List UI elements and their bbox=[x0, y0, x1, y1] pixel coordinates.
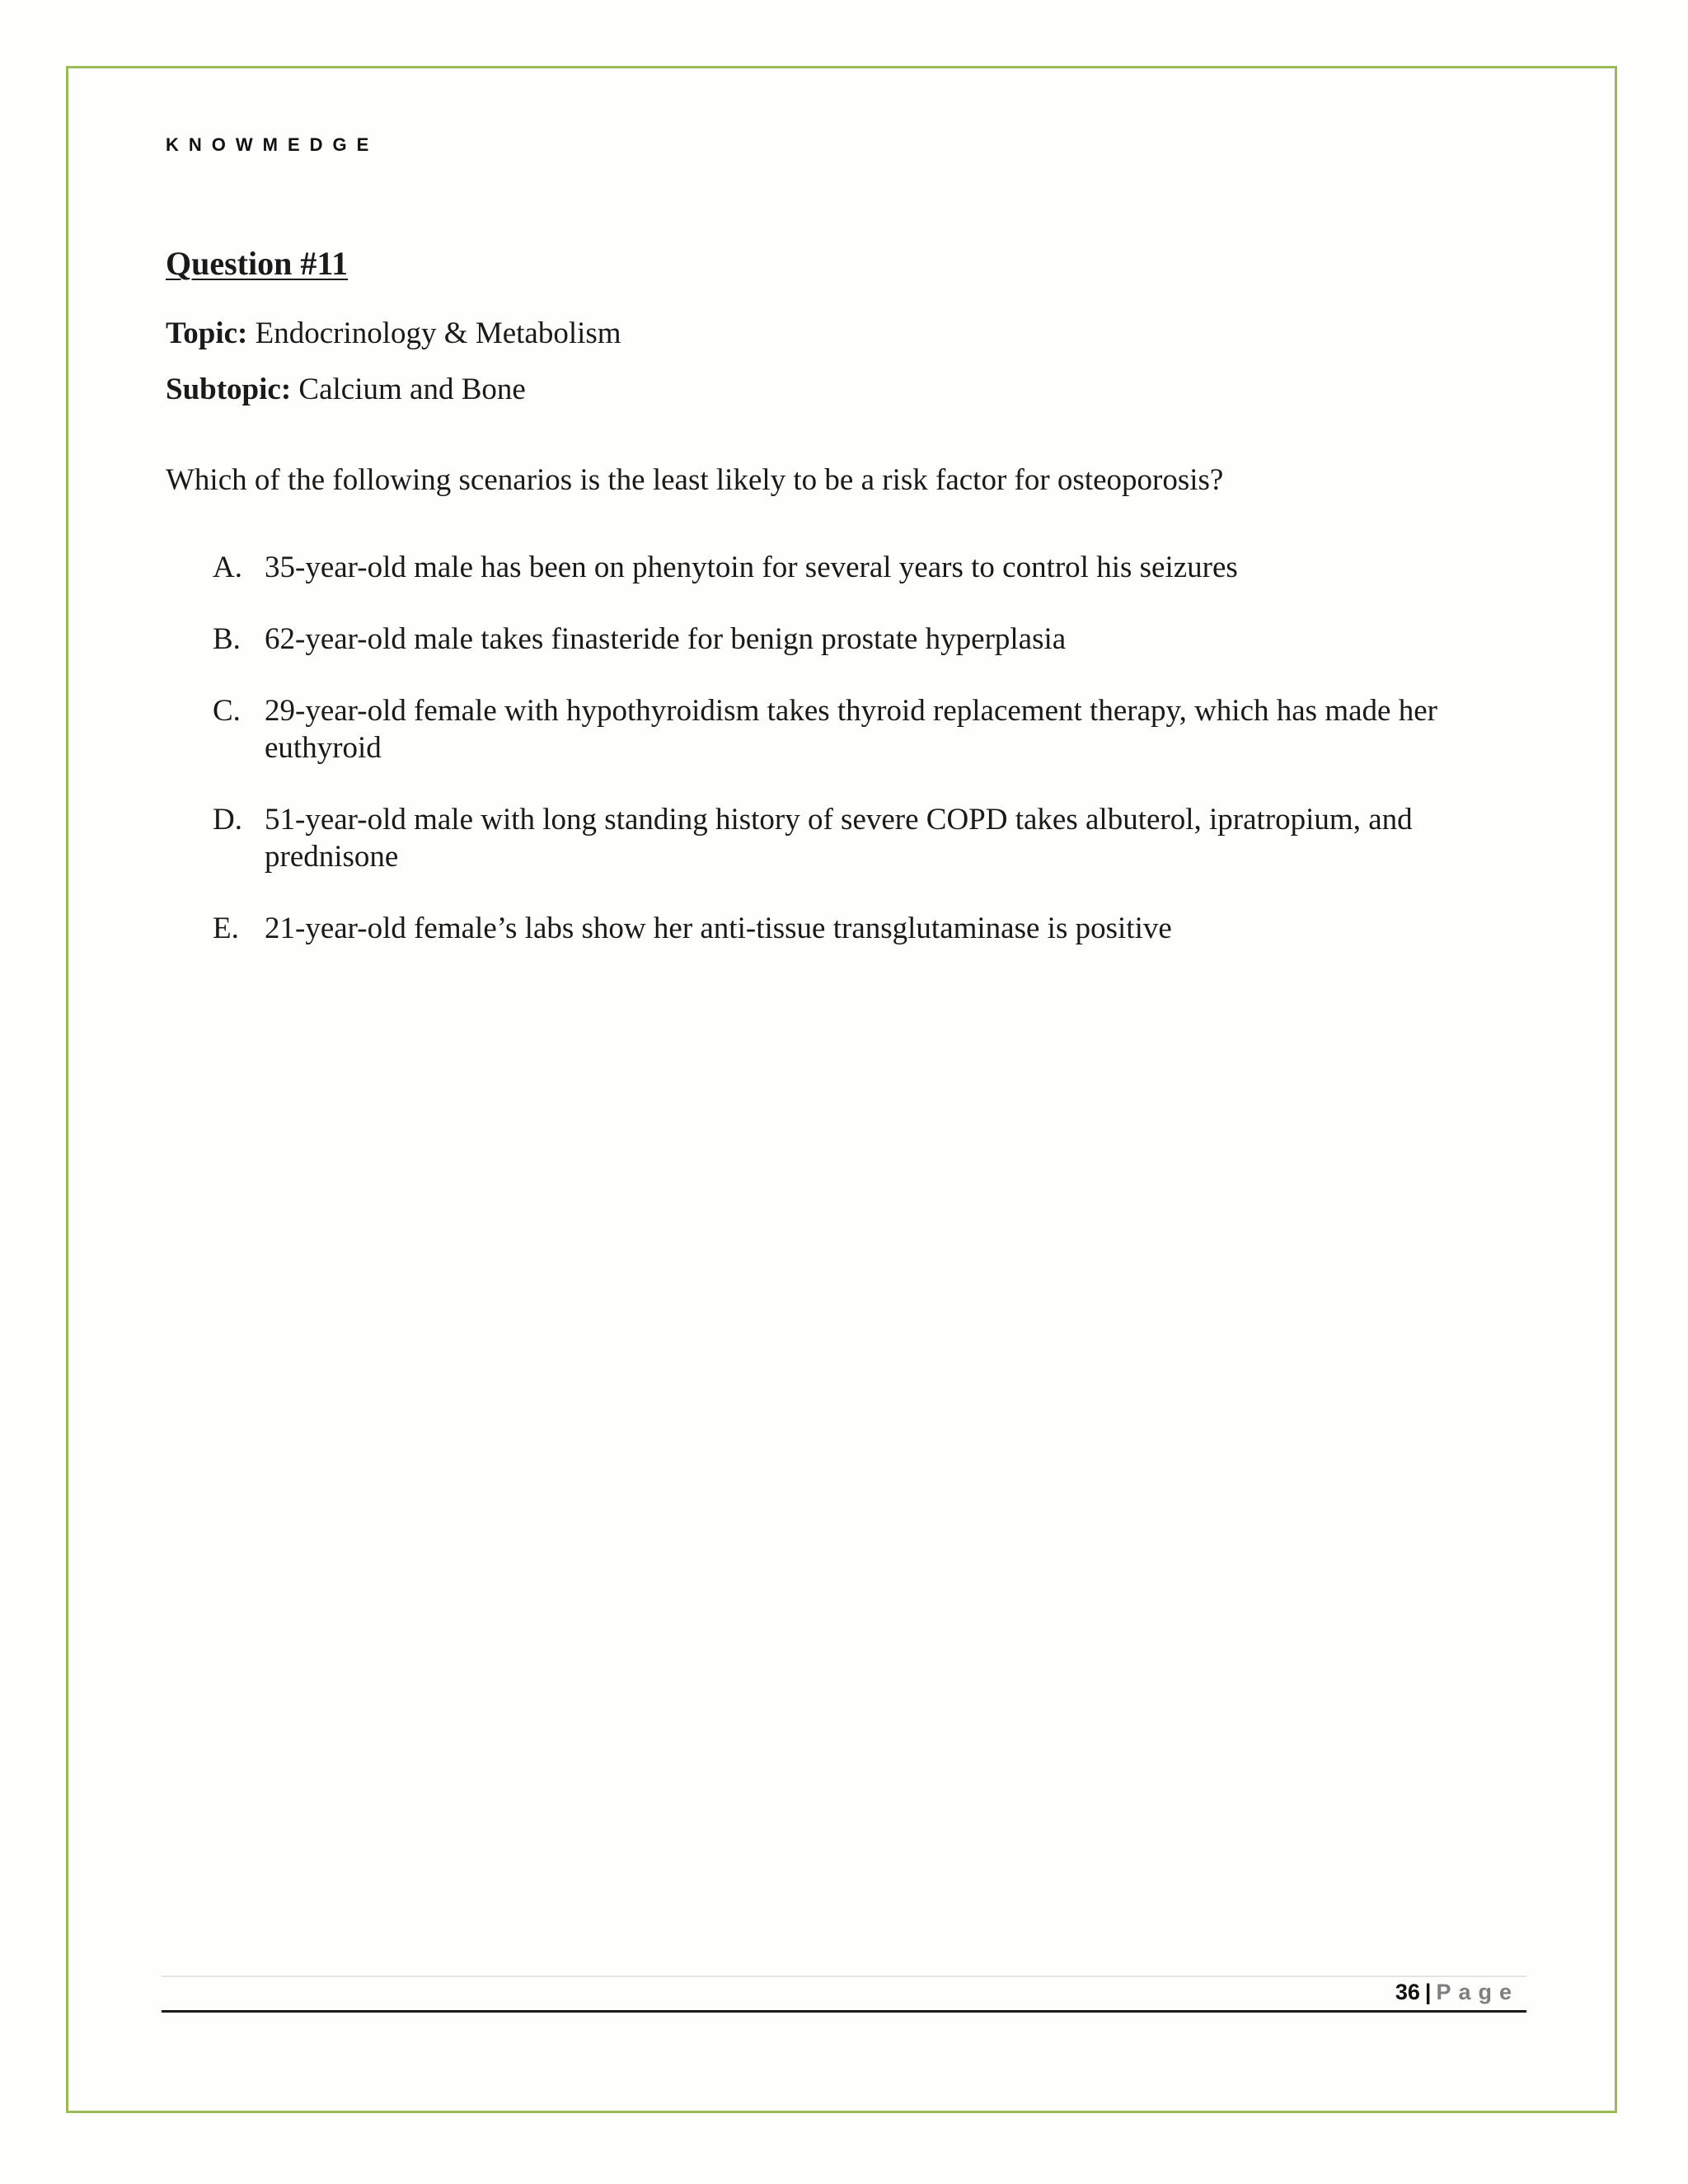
answer-option-c bbox=[213, 692, 1449, 766]
option-text: 21-year-old female’s labs show her anti-tissue transglutaminase is positive bbox=[265, 912, 1172, 945]
option-letter: E. bbox=[213, 912, 239, 945]
page-number-footer bbox=[1395, 1980, 1519, 2005]
question-title: Question #11 bbox=[166, 245, 349, 282]
footer-top-divider bbox=[162, 1975, 1526, 1977]
page-number: 36 bbox=[1395, 1980, 1420, 2004]
option-text: 29-year-old female with hypothyroidism takes thyroid replacement therapy, which has made her euthyroid bbox=[265, 694, 1437, 765]
question-prompt: Which of the following scenarios is the least likely to be a risk factor for osteoporosis? bbox=[166, 463, 1224, 497]
option-text: 51-year-old male with long standing history of severe COPD takes albuterol, ipratropium, and prednisone bbox=[265, 803, 1413, 874]
answer-option-a bbox=[213, 549, 1449, 586]
subtopic-line bbox=[166, 372, 526, 407]
brand-header: KNOWMEDGE bbox=[166, 134, 379, 155]
topic-label: Topic: bbox=[166, 316, 248, 350]
answer-option-d bbox=[213, 801, 1449, 875]
topic-line bbox=[166, 316, 621, 351]
option-letter: C. bbox=[213, 694, 241, 728]
topic-value: Endocrinology & Metabolism bbox=[247, 316, 621, 350]
answer-options bbox=[213, 549, 1449, 982]
answer-option-b bbox=[213, 621, 1449, 658]
option-text: 35-year-old male has been on phenytoin for several years to control his seizures bbox=[265, 551, 1238, 584]
option-letter: A. bbox=[213, 551, 242, 584]
page-label: Page bbox=[1436, 1980, 1519, 2004]
page-separator: | bbox=[1424, 1980, 1432, 2004]
subtopic-value: Calcium and Bone bbox=[291, 373, 526, 406]
footer-bottom-divider bbox=[162, 2010, 1526, 2013]
option-text: 62-year-old male takes finasteride for benign prostate hyperplasia bbox=[265, 622, 1067, 656]
option-letter: B. bbox=[213, 622, 241, 656]
option-letter: D. bbox=[213, 803, 242, 837]
answer-option-e bbox=[213, 910, 1449, 947]
subtopic-label: Subtopic: bbox=[166, 373, 292, 406]
